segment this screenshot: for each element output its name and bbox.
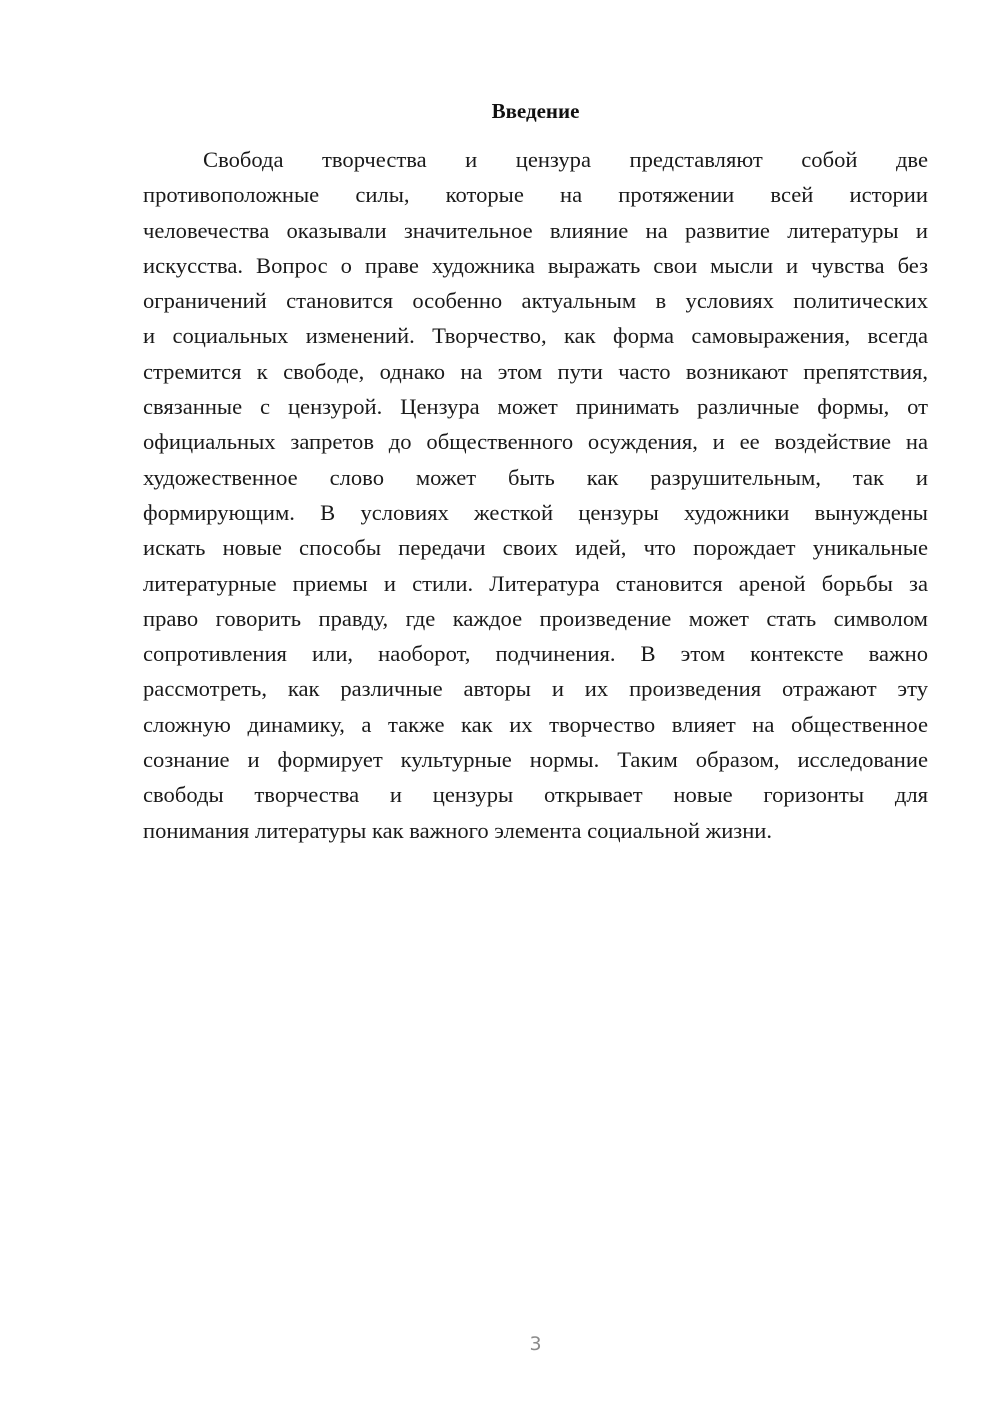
paragraph-line: официальных запретов до общественного осуждения, и ее воздействие на (143, 429, 928, 455)
paragraph-line: ограничений становится особенно актуальным в условиях политических (143, 288, 928, 314)
paragraph-line: понимания литературы как важного элемента социальной жизни. (143, 817, 773, 843)
paragraph-line: право говорить правду, где каждое произведение может стать символом (143, 605, 928, 631)
paragraph-line: стремится к свободе, однако на этом пути часто возникают препятствия, (143, 358, 928, 384)
page-number: 3 (529, 1333, 542, 1355)
section-heading: Введение (491, 99, 580, 123)
paragraph-line: связанные с цензурой. Цензура может принимать различные формы, от (143, 394, 928, 420)
paragraph-line: художественное слово может быть как разрушительным, так и (143, 464, 928, 490)
paragraph-line: рассмотреть, как различные авторы и их произведения отражают эту (143, 676, 928, 702)
paragraph-line: и социальных изменений. Творчество, как форма самовыражения, всегда (143, 323, 928, 349)
paragraph-line: свободы творчества и цензуры открывает новые горизонты для (143, 782, 928, 808)
paragraph-line: формирующим. В условиях жесткой цензуры художники вынуждены (143, 499, 928, 525)
paragraph-line: сопротивления или, наоборот, подчинения. В этом контексте важно (143, 641, 928, 667)
paragraph-line: сложную динамику, а также как их творчество влияет на общественное (143, 711, 928, 737)
paragraph-line: искусства. Вопрос о праве художника выражать свои мысли и чувства без (143, 252, 928, 278)
paragraph-line: человечества оказывали значительное влияние на развитие литературы и (143, 217, 928, 243)
paragraph-line: литературные приемы и стили. Литература становится ареной борьбы за (143, 570, 928, 596)
paragraph-line: Свобода творчества и цензура представляют собой две (203, 147, 928, 172)
paragraph-line: сознание и формирует культурные нормы. Таким образом, исследование (143, 747, 928, 773)
paragraph-line: противоположные силы, которые на протяжении всей истории (143, 182, 928, 208)
paragraph-line: искать новые способы передачи своих идей, что порождает уникальные (143, 535, 928, 561)
introduction-paragraph (143, 142, 928, 848)
